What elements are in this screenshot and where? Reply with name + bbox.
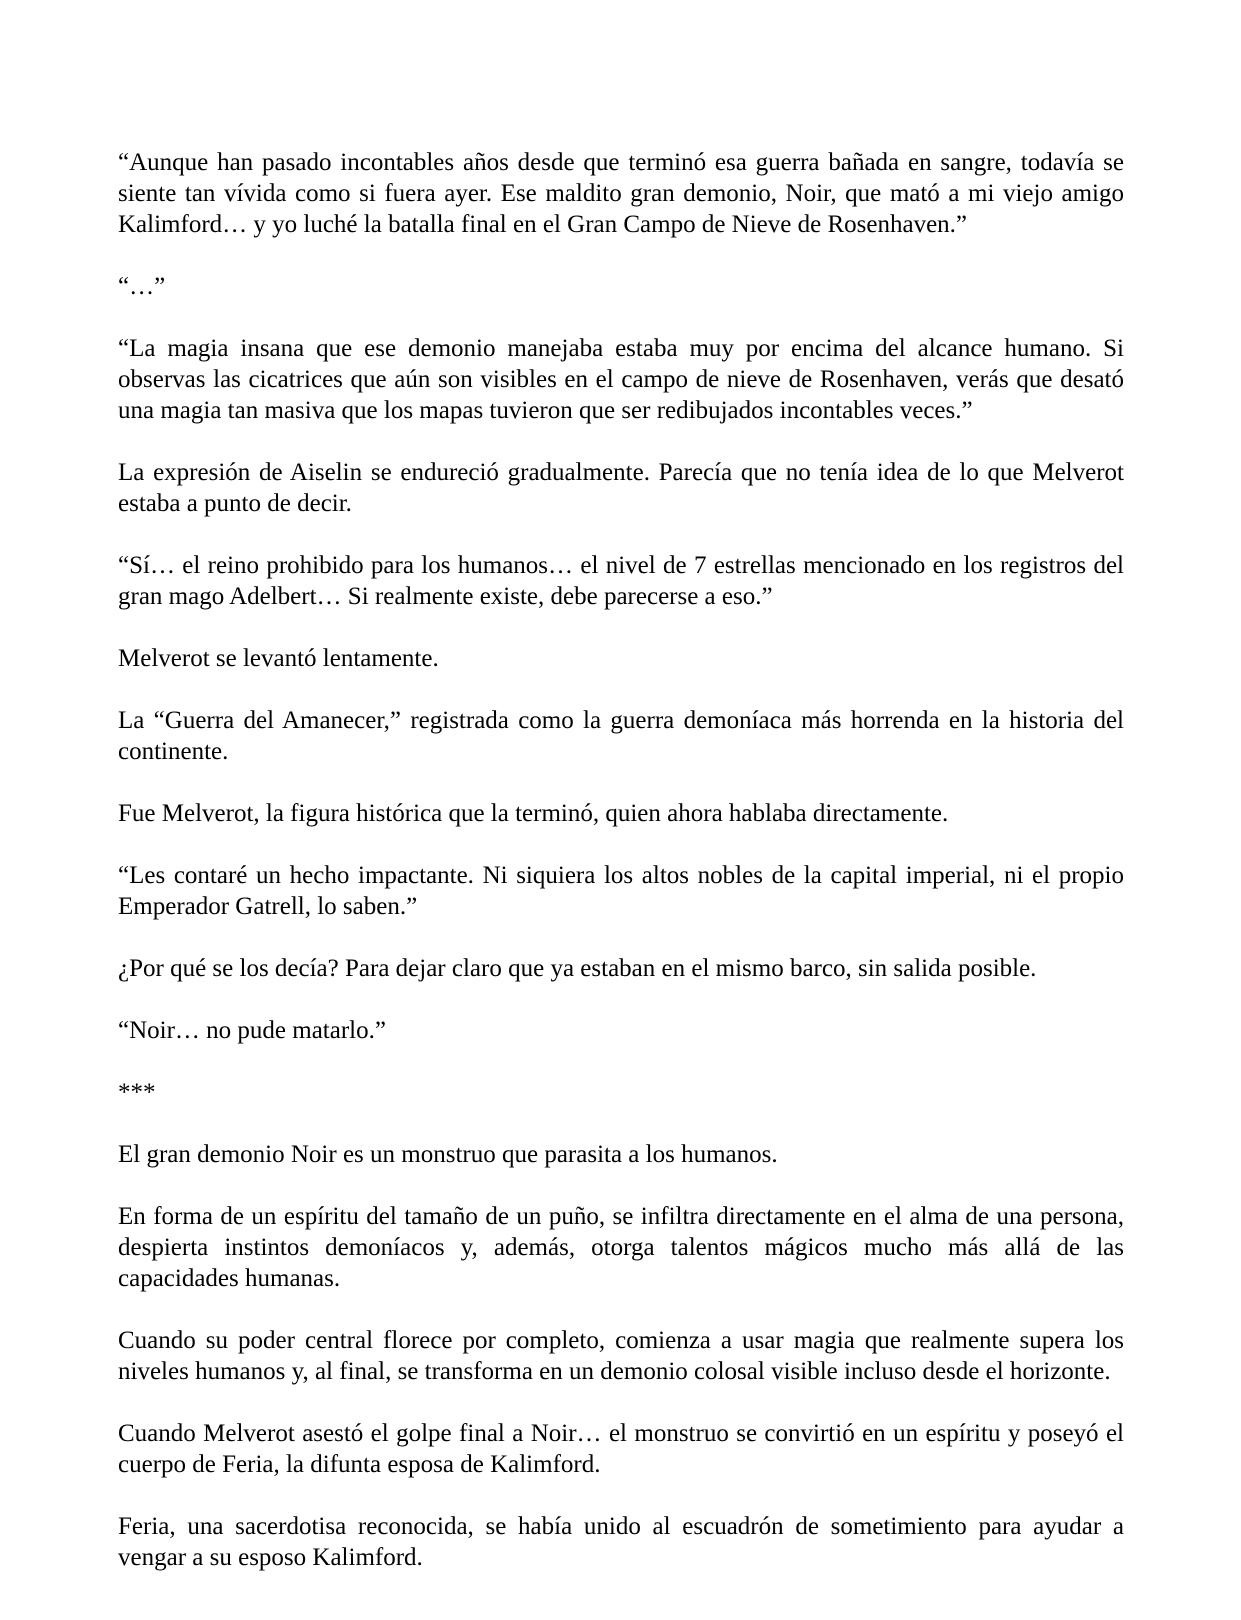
paragraph-6: Melverot se levantó lentamente. — [118, 645, 439, 672]
paragraph-11: “Noir… no pude matarlo.” — [118, 1017, 386, 1044]
paragraph-7: La “Guerra del Amanecer,” registrada como la guerra demoníaca más horrenda en la historia del continente. — [118, 707, 1124, 765]
paragraph-13: En forma de un espíritu del tamaño de un puño, se infiltra directamente en el alma de una persona, despierta instintos demoníacos y, además, otorga talentos mágicos mucho más allá de las capacidades humanas. — [118, 1203, 1124, 1292]
paragraph-5: “Sí… el reino prohibido para los humanos… el nivel de 7 estrellas mencionado en los registros del gran mago Adelbert… Si realmente existe, debe parecerse a eso.” — [118, 552, 1124, 610]
paragraph-12: El gran demonio Noir es un monstruo que parasita a los humanos. — [118, 1141, 778, 1168]
document-body — [118, 147, 1124, 1573]
paragraph-10: ¿Por qué se los decía? Para dejar claro que ya estaban en el mismo barco, sin salida posible. — [118, 955, 1037, 982]
paragraph-2: “…” — [118, 273, 166, 300]
paragraph-8: Fue Melverot, la figura histórica que la terminó, quien ahora hablaba directamente. — [118, 800, 949, 827]
paragraph-1: “Aunque han pasado incontables años desde que terminó esa guerra bañada en sangre, todavía se siente tan vívida como si fuera ayer. Ese maldito gran demonio, Noir, que mató a mi viejo amigo Kalimford… y yo luché la batalla final en el Gran Campo de Nieve de Rosenhaven.” — [118, 149, 1124, 238]
paragraph-16: Feria, una sacerdotisa reconocida, se había unido al escuadrón de sometimiento para ayudar a vengar a su esposo Kalimford. — [118, 1513, 1124, 1571]
paragraph-4: La expresión de Aiselin se endureció gradualmente. Parecía que no tenía idea de lo que Melverot estaba a punto de decir. — [118, 459, 1124, 517]
paragraph-15: Cuando Melverot asestó el golpe final a Noir… el monstruo se convirtió en un espíritu y poseyó el cuerpo de Feria, la difunta esposa de Kalimford. — [118, 1420, 1124, 1478]
paragraph-9: “Les contaré un hecho impactante. Ni siquiera los altos nobles de la capital imperial, ni el propio Emperador Gatrell, lo saben.” — [118, 862, 1124, 920]
section-break: *** — [118, 1079, 156, 1106]
paragraph-3: “La magia insana que ese demonio manejaba estaba muy por encima del alcance humano. Si observas las cicatrices que aún son visibles en el campo de nieve de Rosenhaven, verás que desató una magia tan masiva que los mapas tuvieron que ser redibujados incontables veces.” — [118, 335, 1124, 424]
paragraph-14: Cuando su poder central florece por completo, comienza a usar magia que realmente supera los niveles humanos y, al final, se transforma en un demonio colosal visible incluso desde el horizonte. — [118, 1327, 1124, 1385]
